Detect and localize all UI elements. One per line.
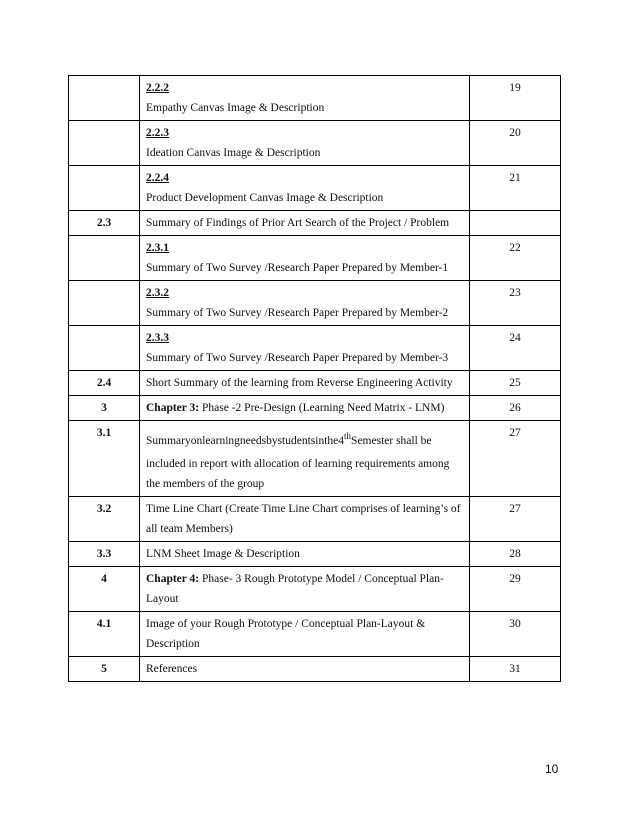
page-ref: 30 bbox=[470, 611, 561, 656]
table-row bbox=[69, 421, 561, 497]
subsection-title: Summary of Two Survey /Research Paper Prepared by Member-2 bbox=[146, 307, 449, 319]
section-title bbox=[140, 166, 470, 211]
table-row bbox=[69, 656, 561, 681]
subsection-number: 2.2.3 bbox=[146, 127, 169, 139]
ordinal-suffix: th bbox=[344, 431, 352, 441]
subsection-title: Summary of Two Survey /Research Paper Prepared by Member-1 bbox=[146, 262, 449, 274]
section-title: References bbox=[140, 656, 470, 681]
page-ref: 23 bbox=[470, 281, 561, 326]
section-number: 3.2 bbox=[69, 496, 140, 541]
page-ref: 25 bbox=[470, 371, 561, 396]
section-number: 4 bbox=[69, 566, 140, 611]
title-line-1: Summaryonlearningneedsbystudentsinthe4 bbox=[146, 434, 345, 447]
table-row bbox=[69, 166, 561, 211]
table-row bbox=[69, 281, 561, 326]
table-row bbox=[69, 611, 561, 656]
section-title: Summary of Findings of Prior Art Search of the Project / Problem bbox=[140, 211, 470, 236]
section-number bbox=[69, 76, 140, 121]
page-ref: 26 bbox=[470, 396, 561, 421]
section-number bbox=[69, 166, 140, 211]
section-number: 4.1 bbox=[69, 611, 140, 656]
subsection-title: Ideation Canvas Image & Description bbox=[146, 147, 321, 159]
section-number: 3.1 bbox=[69, 421, 140, 497]
section-number: 3 bbox=[69, 396, 140, 421]
table-row bbox=[69, 396, 561, 421]
page-ref: 21 bbox=[470, 166, 561, 211]
section-number: 5 bbox=[69, 656, 140, 681]
subsection-number: 2.3.1 bbox=[146, 242, 169, 254]
section-title bbox=[140, 566, 470, 611]
section-number: 2.3 bbox=[69, 211, 140, 236]
page-ref: 31 bbox=[470, 656, 561, 681]
table-row bbox=[69, 566, 561, 611]
subsection-title: Summary of Two Survey /Research Paper Prepared by Member-3 bbox=[146, 352, 449, 364]
section-title bbox=[140, 281, 470, 326]
table-row bbox=[69, 76, 561, 121]
subsection-number: 2.3.3 bbox=[146, 332, 169, 344]
section-number: 2.4 bbox=[69, 371, 140, 396]
table-row bbox=[69, 211, 561, 236]
table-row bbox=[69, 496, 561, 541]
page-ref: 20 bbox=[470, 121, 561, 166]
page-ref: 28 bbox=[470, 541, 561, 566]
page-number: 10 bbox=[545, 762, 559, 776]
subsection-number: 2.2.4 bbox=[146, 172, 169, 184]
section-title: Short Summary of the learning from Reverse Engineering Activity bbox=[140, 371, 470, 396]
page-ref bbox=[470, 211, 561, 236]
subsection-title: Product Development Canvas Image & Description bbox=[146, 192, 384, 204]
subsection-title: Empathy Canvas Image & Description bbox=[146, 102, 325, 114]
table-row bbox=[69, 121, 561, 166]
page-ref: 27 bbox=[470, 421, 561, 497]
table-row bbox=[69, 236, 561, 281]
chapter-title: Phase -2 Pre-Design (Learning Need Matrix - LNM) bbox=[202, 402, 445, 414]
section-number bbox=[69, 236, 140, 281]
section-number: 3.3 bbox=[69, 541, 140, 566]
section-title bbox=[140, 121, 470, 166]
chapter-label: Chapter 3: bbox=[146, 402, 200, 414]
section-title: Time Line Chart (Create Time Line Chart comprises of learning’s of all team Members) bbox=[140, 496, 470, 541]
page-ref: 22 bbox=[470, 236, 561, 281]
section-number bbox=[69, 121, 140, 166]
title-continuation: included in report with allocation of learning requirements among the members of the group bbox=[146, 457, 450, 490]
subsection-number: 2.3.2 bbox=[146, 287, 169, 299]
table-row bbox=[69, 541, 561, 566]
page-ref: 24 bbox=[470, 326, 561, 371]
table-row bbox=[69, 326, 561, 371]
chapter-title: Phase- 3 Rough Prototype Model / Conceptual Plan-Layout bbox=[146, 572, 444, 605]
section-number bbox=[69, 281, 140, 326]
section-title bbox=[140, 396, 470, 421]
section-title bbox=[140, 236, 470, 281]
section-title bbox=[140, 326, 470, 371]
subsection-number: 2.2.2 bbox=[146, 82, 169, 94]
page-ref: 29 bbox=[470, 566, 561, 611]
table-row bbox=[69, 371, 561, 396]
page-ref: 27 bbox=[470, 496, 561, 541]
section-number bbox=[69, 326, 140, 371]
section-title bbox=[140, 76, 470, 121]
section-title: Image of your Rough Prototype / Conceptual Plan-Layout & Description bbox=[140, 611, 470, 656]
toc-table bbox=[68, 75, 561, 682]
chapter-label: Chapter 4: bbox=[146, 572, 200, 585]
page-ref: 19 bbox=[470, 76, 561, 121]
section-title bbox=[140, 421, 470, 497]
section-title: LNM Sheet Image & Description bbox=[140, 541, 470, 566]
title-line-1b: Semester shall be bbox=[351, 434, 432, 447]
